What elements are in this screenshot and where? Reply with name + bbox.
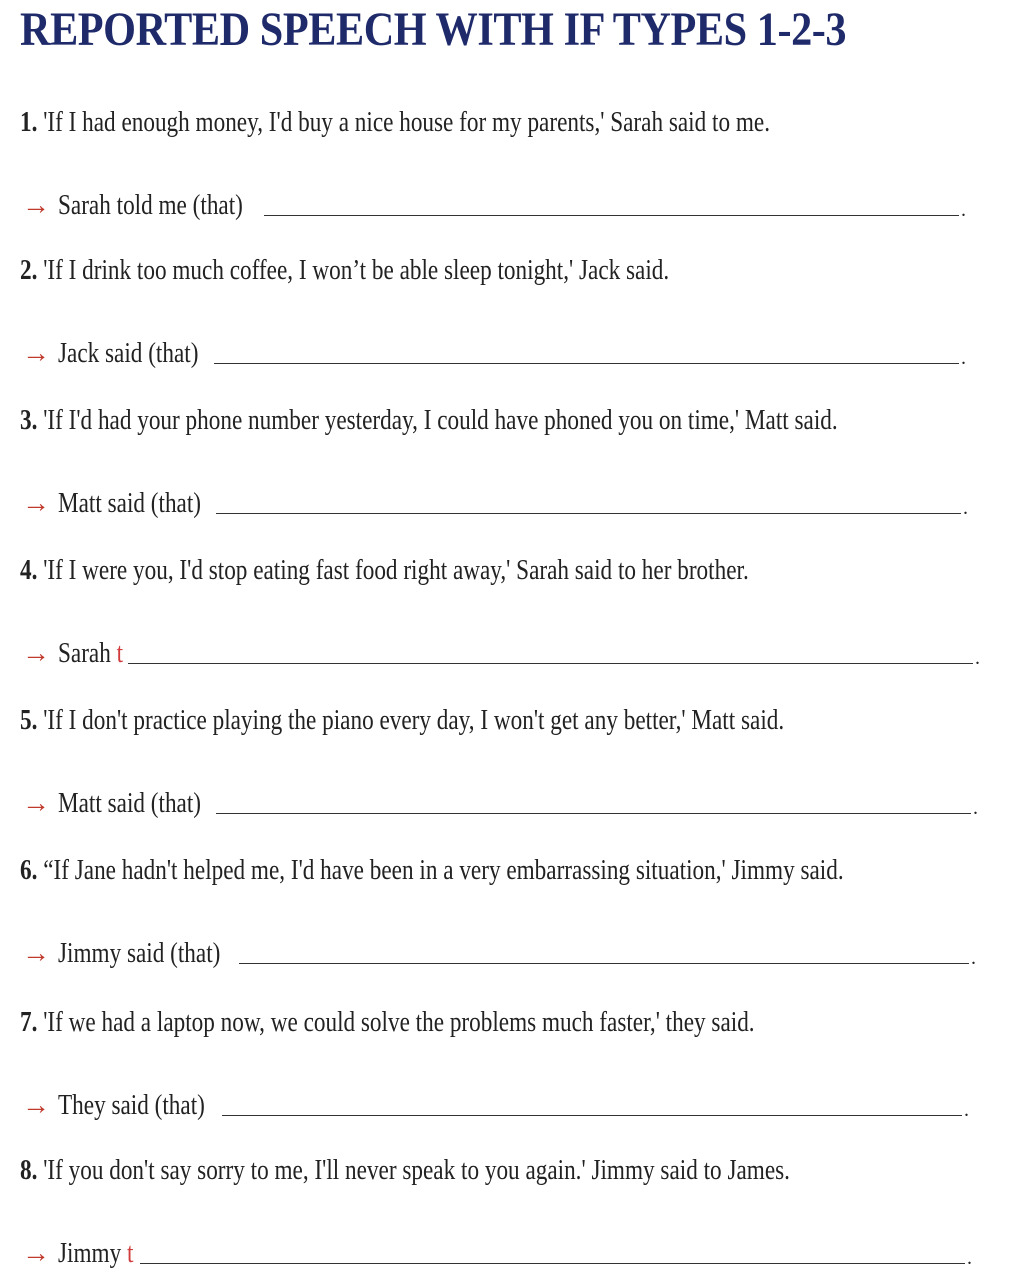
question-text: 'If I drink too much coffee, I won’t be able sleep tonight,' Jack said. <box>43 254 670 286</box>
question-number: 6. <box>20 854 38 886</box>
arrow-icon: → <box>22 338 50 369</box>
question-2 <box>20 254 669 287</box>
answer-line-1 <box>22 180 966 220</box>
page-title: REPORTED SPEECH WITH IF TYPES 1-2-3 <box>20 3 847 56</box>
answer-end: . <box>963 497 968 519</box>
answer-end: . <box>967 1247 972 1269</box>
question-number: 8. <box>20 1154 38 1186</box>
arrow-icon: → <box>22 1238 50 1269</box>
arrow-icon: → <box>22 190 50 221</box>
question-text: 'If we had a laptop now, we could solve the problems much faster,' they said. <box>43 1006 755 1038</box>
answer-end: . <box>971 947 976 969</box>
answer-line-8 <box>22 1228 972 1268</box>
question-6 <box>20 854 844 887</box>
answer-lead: Sarah t <box>58 637 124 669</box>
answer-blank[interactable] <box>140 1263 965 1264</box>
answer-blank[interactable] <box>264 215 959 216</box>
answer-lead: Jimmy t <box>58 1237 134 1269</box>
answer-end: . <box>961 347 966 369</box>
arrow-icon: → <box>22 1090 50 1121</box>
question-text: 'If I'd had your phone number yesterday, I could have phoned you on time,' Matt said. <box>43 404 838 436</box>
answer-blank[interactable] <box>128 663 973 664</box>
answer-end: . <box>975 647 980 669</box>
question-number: 2. <box>20 254 38 286</box>
answer-end: . <box>973 797 978 819</box>
answer-blank[interactable] <box>214 363 959 364</box>
question-number: 3. <box>20 404 38 436</box>
question-8 <box>20 1154 790 1187</box>
arrow-icon: → <box>22 638 50 669</box>
question-number: 1. <box>20 106 38 138</box>
answer-line-2 <box>22 328 966 368</box>
question-text: 'If I had enough money, I'd buy a nice house for my parents,' Sarah said to me. <box>43 106 771 138</box>
question-text: 'If you don't say sorry to me, I'll never speak to you again.' Jimmy said to James. <box>43 1154 790 1186</box>
question-3 <box>20 404 838 437</box>
answer-blank[interactable] <box>239 963 969 964</box>
answer-blank[interactable] <box>222 1115 962 1116</box>
answer-lead: Matt said (that) <box>58 787 202 819</box>
answer-line-3 <box>22 478 968 518</box>
question-4 <box>20 554 749 587</box>
answer-line-5 <box>22 778 978 818</box>
arrow-icon: → <box>22 938 50 969</box>
question-number: 4. <box>20 554 38 586</box>
question-text: 'If I were you, I'd stop eating fast food right away,' Sarah said to her brother. <box>43 554 749 586</box>
answer-lead: Jack said (that) <box>58 337 199 369</box>
answer-lead: Sarah told me (that) <box>58 189 243 221</box>
question-5 <box>20 704 784 737</box>
question-text: 'If I don't practice playing the piano every day, I won't get any better,' Matt said. <box>43 704 785 736</box>
answer-lead: They said (that) <box>58 1089 205 1121</box>
question-7 <box>20 1006 755 1039</box>
answer-line-6 <box>22 928 976 968</box>
answer-line-7 <box>22 1080 969 1120</box>
question-number: 5. <box>20 704 38 736</box>
answer-end: . <box>961 199 966 221</box>
arrow-icon: → <box>22 488 50 519</box>
question-number: 7. <box>20 1006 38 1038</box>
answer-blank[interactable] <box>216 813 971 814</box>
answer-blank[interactable] <box>216 513 961 514</box>
arrow-icon: → <box>22 788 50 819</box>
answer-lead: Jimmy said (that) <box>58 937 221 969</box>
question-text: “If Jane hadn't helped me, I'd have been in a very embarrassing situation,' Jimmy said. <box>43 854 844 886</box>
answer-lead: Matt said (that) <box>58 487 202 519</box>
answer-line-4 <box>22 628 980 668</box>
question-1 <box>20 106 770 139</box>
answer-end: . <box>964 1099 969 1121</box>
